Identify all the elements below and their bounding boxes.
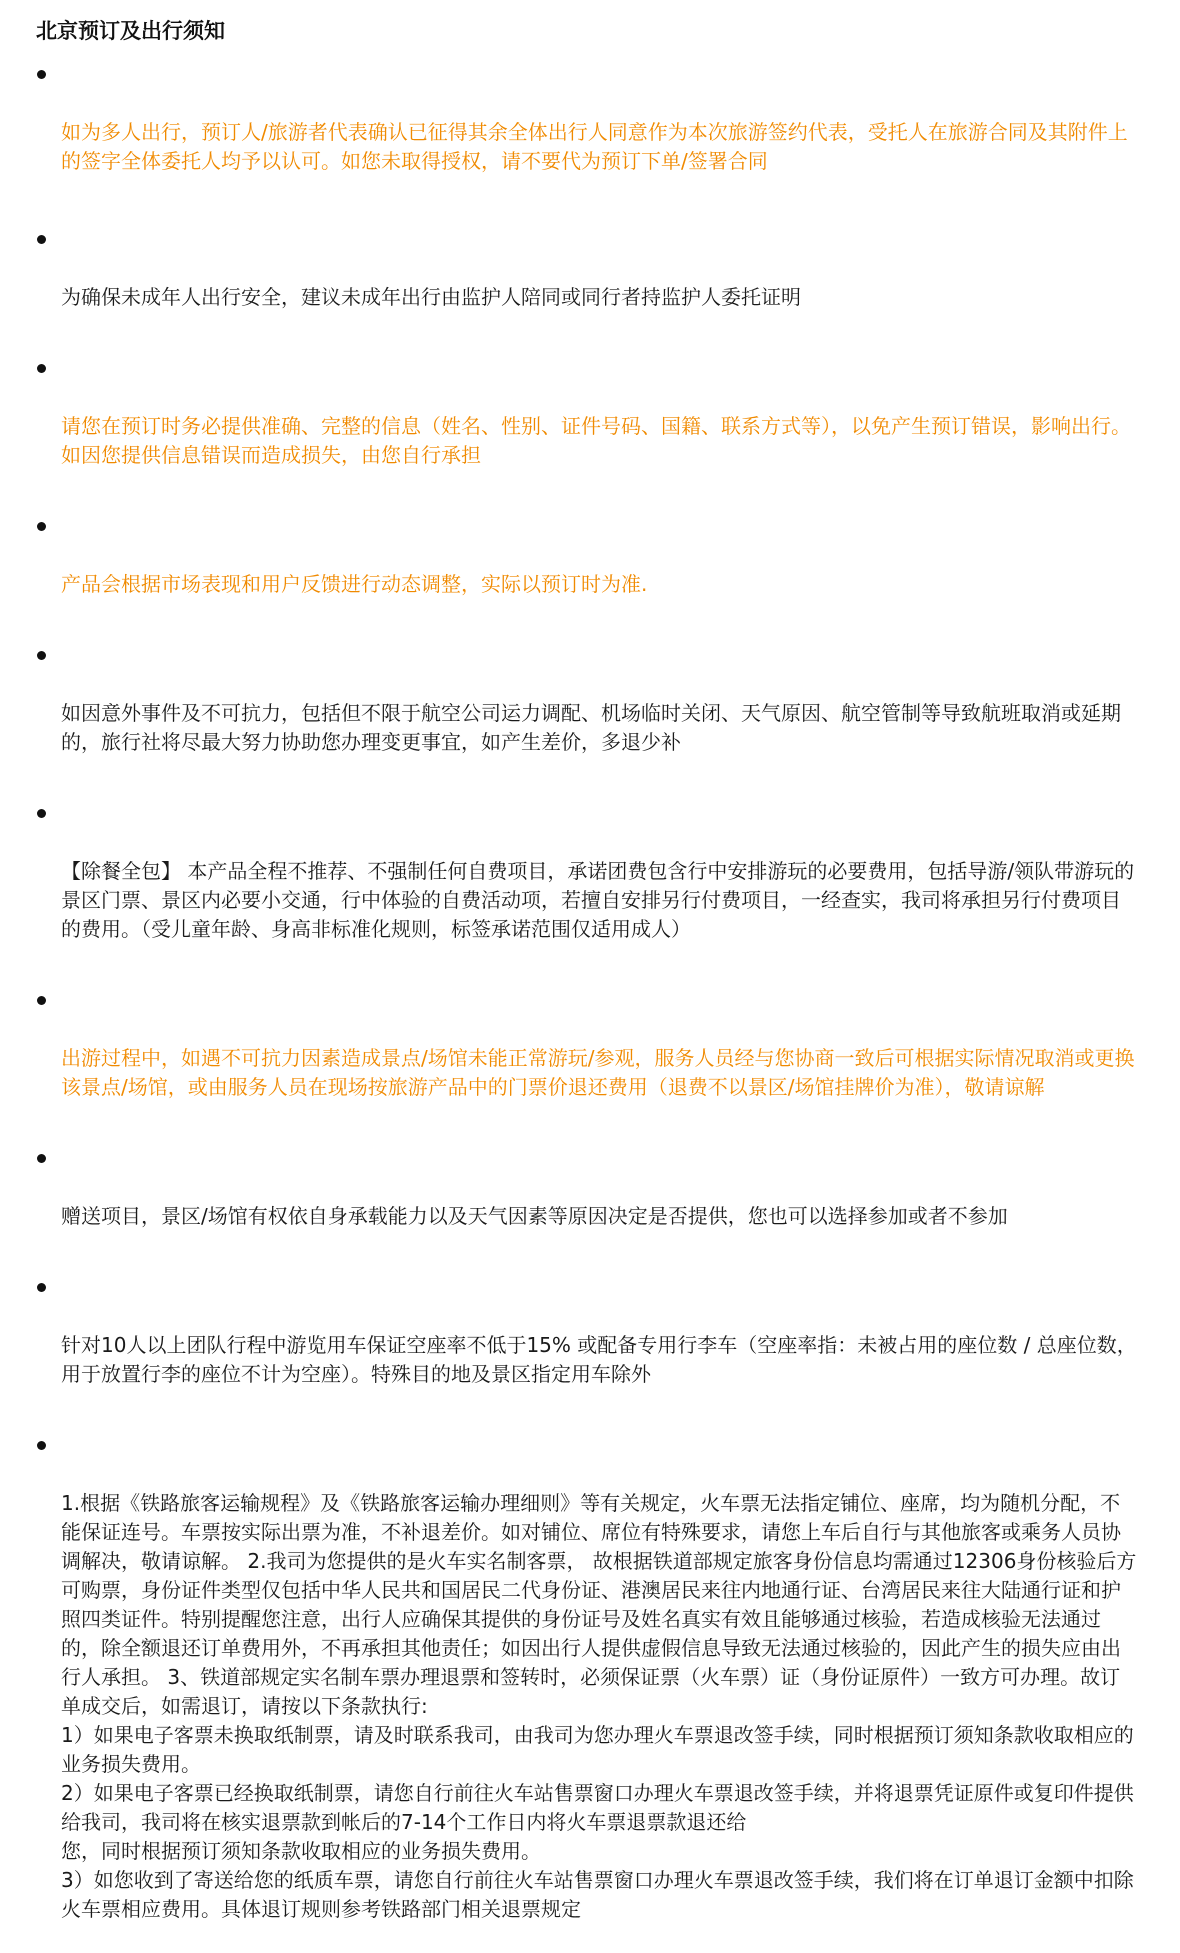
bullet-icon (37, 235, 46, 244)
notice-text: 如为多人出行，预订人/旅游者代表确认已征得其余全体出行人同意作为本次旅游签约代表，受托人在旅游合同及其附件上的签字全体委托人均予以认可。如您未取得授权，请不要代为预订下单/签署合同 (61, 120, 1128, 173)
bullet-icon (37, 364, 46, 373)
bullet-icon (37, 809, 46, 818)
notice-item-dynamic-adjustment (36, 512, 1140, 628)
notice-item-vehicle-seats (36, 1273, 1140, 1418)
notice-text: 针对10人以上团队行程中游览用车保证空座率不低于15% 或配备专用行李车（空座率指：未被占用的座位数 / 总座位数，用于放置行李的座位不计为空座）。特殊目的地及景区指定用车除外 (61, 1333, 1137, 1386)
notice-item-accurate-info (36, 354, 1140, 499)
notice-text: 如因意外事件及不可抗力，包括但不限于航空公司运力调配、机场临时关闭、天气原因、航空管制等导致航班取消或延期的，旅行社将尽最大努力协助您办理变更事宜，如产生差价，多退少补 (61, 701, 1121, 754)
notice-item-authorization (36, 60, 1140, 205)
notice-text: 1.根据《铁路旅客运输规程》及《铁路旅客运输办理细则》等有关规定，火车票无法指定铺位、座席，均为随机分配，不能保证连号。车票按实际出票为准，不补退差价。如对铺位、席位有特殊要求，请您上车后自行与其他旅客或乘务人员协调解决，敬请谅解。 2.我司为您提供的是火车实名制客票， 故根据铁道部规定旅客身份信息均需通过12306身份核验后方可购票，身份证件类型仅包括中华人民共和国居民二代身份证、港澳居民来往内地通行证、台湾居民来往大陆通行证和护照四类证件。特别提醒您注意，出行人应确保其提供的身份证号及姓名真实有效且能够通过核验，若造成核验无法通过的，除全额退还订单费用外，不再承担其他责任；如因出行人提供虚假信息导致无法通过核验的，因此产生的损失应由出行人承担。 3、铁道部规定实名制车票办理退票和签转时，必须保证票（火车票）证（身份证原件）一致方可办理。故订单成交后，如需退订，请按以下条款执行: 1）如果电子客票未换取纸制票，请及时联系我司，由我司为您办理火车票退改签手续，同时根据预订须知条款收取相应的业务损失费用。 2）如果电子客票已经换取纸制票，请您自行前往火车站售票窗口办理火车票退改签手续，并将退票凭证原件或复印件提供给我司，我司将在核实退票款到帐后的7-14个工作日内将火车票退票款退还给 您，同时根据预订须知条款收取相应的业务损失费用。 3）如您收到了寄送给您的纸质车票，请您自行前往火车站售票窗口办理火车票退改签手续，我们将在订单退订金额中扣除火车票相应费用。具体退订规则参考铁路部门相关退票规定 (61, 1491, 1137, 1921)
page-title: 北京预订及出行须知 (36, 19, 225, 43)
bullet-icon (37, 70, 46, 79)
bullet-icon (37, 996, 46, 1005)
notice-text: 产品会根据市场表现和用户反馈进行动态调整，实际以预订时为准. (61, 572, 648, 596)
notice-item-complimentary (36, 1144, 1140, 1260)
bullet-icon (37, 1283, 46, 1292)
bullet-icon (37, 1154, 46, 1163)
notice-item-attraction-cancellation (36, 986, 1140, 1131)
notice-list (36, 60, 1140, 1953)
notice-text: 为确保未成年人出行安全，建议未成年出行由监护人陪同或同行者持监护人委托证明 (61, 285, 801, 309)
bullet-icon (37, 1441, 46, 1450)
notice-text: 赠送项目，景区/场馆有权依自身承载能力以及天气因素等原因决定是否提供，您也可以选择参加或者不参加 (61, 1204, 1008, 1228)
notice-item-minors (36, 225, 1140, 341)
notice-item-all-inclusive (36, 799, 1140, 973)
notice-text: 请您在预订时务必提供准确、完整的信息（姓名、性别、证件号码、国籍、联系方式等），以免产生预订错误，影响出行。如因您提供信息错误而造成损失，由您自行承担 (61, 414, 1131, 467)
notice-item-force-majeure-flights (36, 641, 1140, 786)
notice-item-train-tickets (36, 1431, 1140, 1953)
bullet-icon (37, 522, 46, 531)
bullet-icon (37, 651, 46, 660)
notice-text: 【除餐全包】 本产品全程不推荐、不强制任何自费项目，承诺团费包含行中安排游玩的必要费用，包括导游/领队带游玩的景区门票、景区内必要小交通，行中体验的自费活动项，若擅自安排另行付费项目，一经查实，我司将承担另行付费项目的费用。（受儿童年龄、身高非标准化规则，标签承诺范围仅适用成人） (61, 859, 1135, 941)
notice-text: 出游过程中，如遇不可抗力因素造成景点/场馆未能正常游玩/参观，服务人员经与您协商一致后可根据实际情况取消或更换该景点/场馆，或由服务人员在现场按旅游产品中的门票价退还费用（退费不以景区/场馆挂牌价为准），敬请谅解 (61, 1046, 1135, 1099)
